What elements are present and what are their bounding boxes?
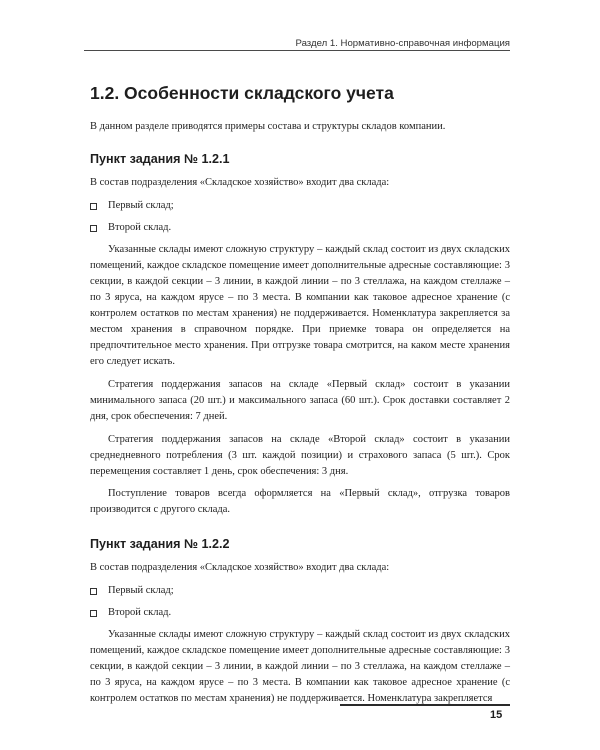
task-1-strategy-1-paragraph: Стратегия поддержания запасов на складе «Первый склад» состоит в указании минимального запаса (20 шт.) и максимального запаса (60 шт.). Срок доставки составляет 2 дня, срок обеспечения: 7 дней. (90, 379, 510, 422)
task-2-bullet-text: Второй склад. (108, 607, 172, 618)
task-2-bullet (90, 605, 510, 621)
page-content (90, 80, 510, 707)
page-number: 15 (490, 709, 503, 721)
task-1-bullet (90, 198, 510, 214)
footer-rule (340, 704, 510, 706)
checkbox-bullet-icon (90, 203, 97, 210)
header-rule (84, 50, 510, 51)
task-2-bullet (90, 583, 510, 599)
running-header-title: Раздел 1. Нормативно-справочная информация (295, 38, 510, 49)
task-1-structure-paragraph: Указанные склады имеют сложную структуру – каждый склад состоит из двух складских помещений, каждое складское помещение имеет дополнительные адресные составляющие: 3 секции, в каждой секции – 3 линии, в каждой линии – по 3 стеллажа, на каждом стеллаже – по 3 яруса, на каждом ярусе – по 3 места. В компании как таковое адресное хранение (с контролем остатков по местам хранения) не поддерживается. Номенклатура закрепляется за местом хранения в справочном порядке. При приемке товара он определяется на предпочтительное место хранения. При отгрузке товара смотрится, на каком месте хранения его следует искать. (90, 244, 510, 367)
running-header (0, 0, 600, 52)
task-1-heading: Пункт задания № 1.2.1 (90, 152, 230, 166)
checkbox-bullet-icon (90, 610, 97, 617)
task-1-strategy-2-paragraph: Стратегия поддержания запасов на складе «Второй склад» состоит в указании среднедневного потребления (3 шт. каждой позиции) и страхового запаса (5 шт.). Срок перемещения составляет 1 день, срок обеспечения: 3 дня. (90, 434, 510, 477)
task-1-bullet (90, 220, 510, 236)
task-2-bullet-text: Первый склад; (108, 585, 174, 596)
task-1-bullet-text: Первый склад; (108, 200, 174, 211)
checkbox-bullet-icon (90, 588, 97, 595)
task-2-structure-paragraph: Указанные склады имеют сложную структуру – каждый склад состоит из двух складских помещений, каждое складское помещение имеет дополнительные адресные составляющие: 3 секции, в каждой секции – 3 линии, в каждой линии – по 3 стеллажа, на каждом стеллаже – по 3 яруса, на каждом ярусе – по 3 места. В компании как таковое адресное хранение (с контролем остатков по местам хранения) не поддерживается. Номенклатура закрепляется (90, 629, 510, 704)
task-1-bullet-text: Второй склад. (108, 222, 172, 233)
section-title: 1.2. Особенности складского учета (90, 83, 394, 103)
task-2-lead: В состав подразделения «Складское хозяйство» входит два склада: (90, 562, 390, 573)
task-2-heading: Пункт задания № 1.2.2 (90, 537, 230, 551)
task-1-flow-paragraph: Поступление товаров всегда оформляется на «Первый склад», отгрузка товаров производится с другого склада. (90, 488, 510, 515)
section-intro: В данном разделе приводятся примеры состава и структуры складов компании. (90, 121, 446, 132)
checkbox-bullet-icon (90, 225, 97, 232)
task-1-lead: В состав подразделения «Складское хозяйство» входит два склада: (90, 177, 390, 188)
